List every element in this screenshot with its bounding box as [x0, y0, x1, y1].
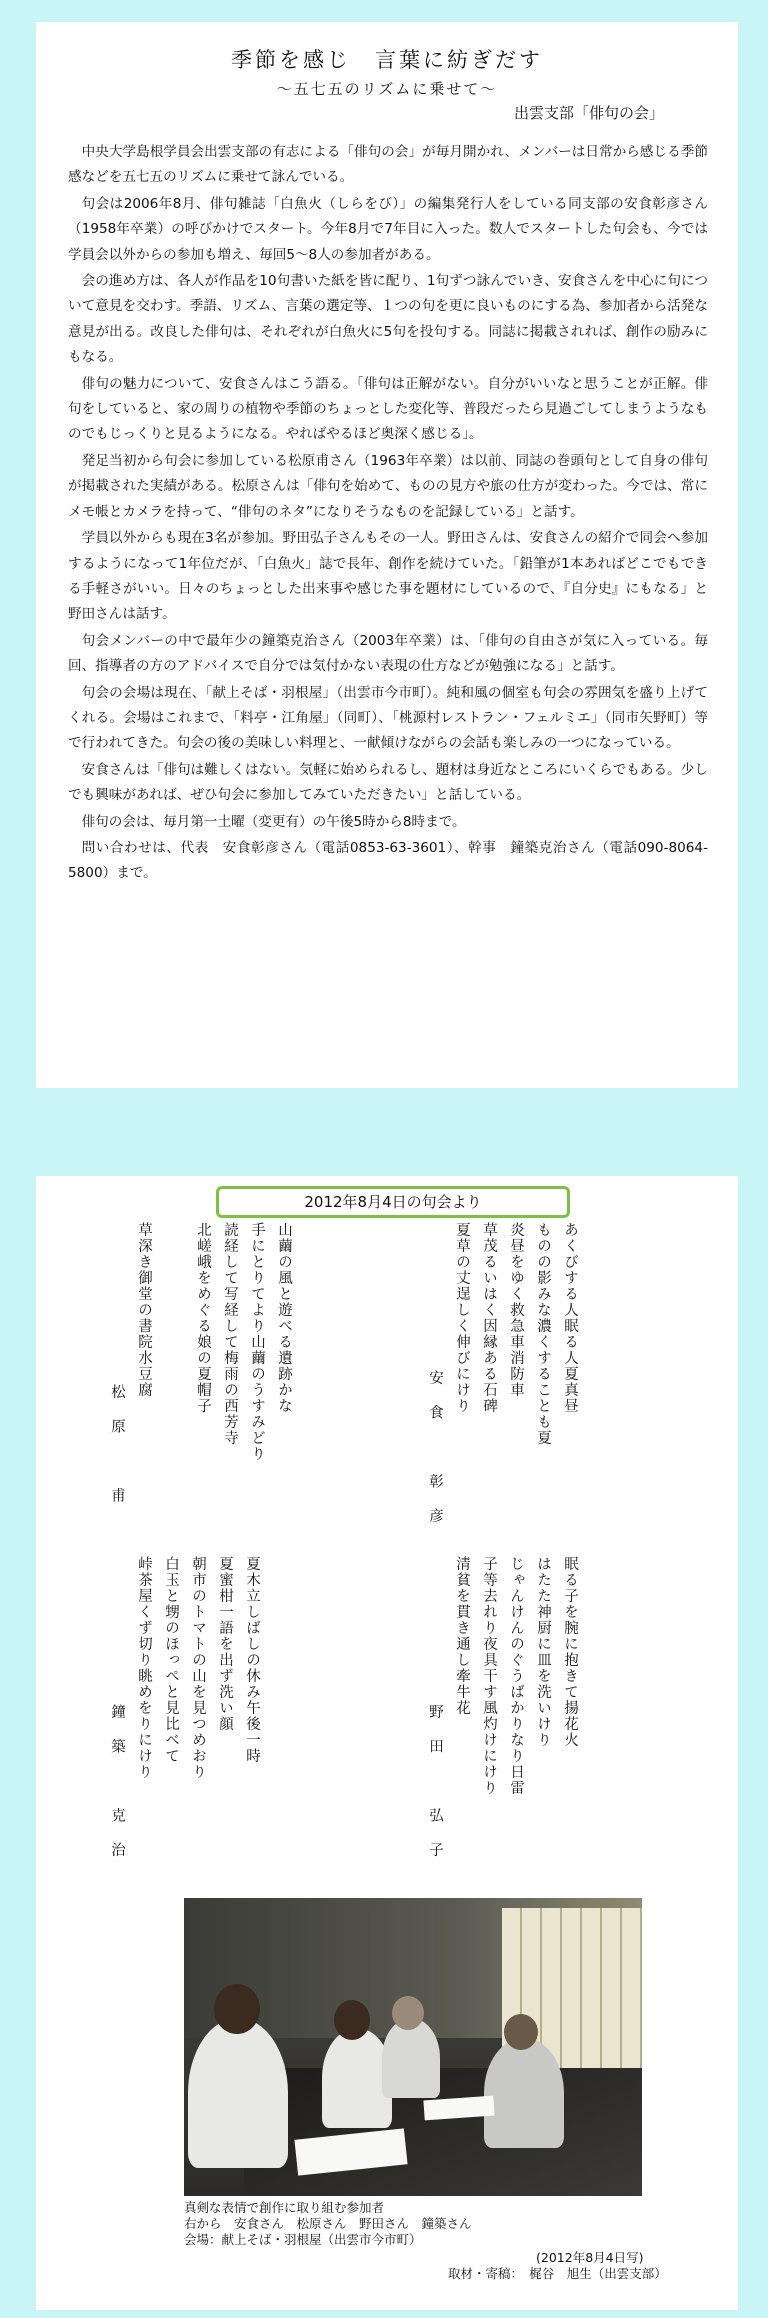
haiku-line: 北嵯峨をめぐる娘の夏帽子 — [195, 1222, 211, 1414]
haiku-author: 野田 弘子 — [427, 1703, 443, 1876]
paragraph: 会の進め方は、各人が作品を10句書いた紙を皆に配り、1句ずつ詠んでいき、安食さんを中心に句について意見を交わす。季語、リズム、言葉の選定等、１つの句を更に良いものにする為、参加者から活発な意見が出る。改良した俳句は、それぞれが白魚火に5句を投句する。同誌に掲載されれば、創作の励みにもなる。 — [68, 273, 708, 366]
haiku-group-agiki — [422, 1222, 582, 1542]
haiku-line: 眠る子を腕に抱きて揚花火 — [562, 1556, 578, 1748]
haiku-line: はたた神厨に皿を洗いけり — [535, 1556, 551, 1748]
haiku-line: 峠茶屋くず切り眺めをりにけり — [136, 1556, 152, 1780]
haiku-line: 子等去れり夜具干す風灼けにけり — [481, 1556, 497, 1796]
haiku-line: 夏蜜柑一語を出ず洗い顔 — [217, 1556, 233, 1732]
haiku-line: 山繭の風と遊べる遺跡かな — [276, 1222, 292, 1414]
article-body — [68, 140, 708, 888]
haiku-line: 清貧を貫き通し牽牛花 — [454, 1556, 470, 1716]
haiku-line: 炎昼をゆく救急車消防車 — [508, 1222, 524, 1398]
haiku-group-kanetsuki — [104, 1556, 264, 1876]
paragraph: 中央大学島根学員会出雲支部の有志による「俳句の会」が毎月開かれ、メンバーは日常から感じる季節感などを五七五のリズムに乗せて詠んでいる。 — [68, 144, 708, 186]
haiku-group-matsubara — [104, 1222, 296, 1522]
haiku-line: あくびする人眠る人夏真昼 — [562, 1222, 578, 1414]
photo-date: (2012年8月4日写) — [536, 2250, 644, 2265]
paragraph: 句会メンバーの中で最年少の鐘築克治さん（2003年卒業）は、「俳句の自由さが気に入っている。毎回、指導者の方のアドバイスで自分では気付かない表現の仕方などが勉強になる」と話す。 — [68, 632, 708, 675]
photo-caption — [184, 2200, 684, 2248]
haiku-line: 朝市のトマトの山を見つめおり — [190, 1556, 206, 1780]
paragraph: 俳句の魅力について、安食さんはこう語る。「俳句は正解がない。自分がいいなと思うことが正解。俳句をしていると、家の周りの植物や季節のちょっとした変化等、普段だったら見過ごしてしまうようなものでもじっくりと見るようになる。やればやるほど奥深く感じる」。 — [68, 375, 708, 443]
paragraph: 安食さんは「俳句は難しくはない。気軽に始められるし、題材は身近なところにいくらでもある。少しでも興味があれば、ぜひ句会に参加してみていただきたい」と話している。 — [68, 761, 708, 804]
haiku-line: 読経して写経して梅雨の西芳寺 — [222, 1222, 238, 1446]
paragraph: 学員以外からも現在3名が参加。野田弘子さんもその一人。野田さんは、安食さんの紹介で同会へ参加するようになって1年位だが、「白魚火」誌で長年、創作を続けていた。「鉛筆が1本あればどこでもできる手軽さがいい。日々のちょっとした出来事や感じた事を題材にしているので、『自分史』にもなる」と野田さんは話す。 — [68, 530, 708, 623]
haiku-line: 夏木立しばしの休み午後一時 — [244, 1556, 260, 1764]
meeting-photo — [184, 1898, 642, 2196]
haiku-line: ものの影みな濃くすることも夏 — [535, 1222, 551, 1446]
haiku-panel — [36, 1176, 738, 2310]
haiku-line: 夏草の丈逞しく伸びにけり — [454, 1222, 470, 1414]
event-header: 2012年8月4日の句会より — [216, 1186, 570, 1218]
haiku-author: 安食 彰彦 — [427, 1369, 443, 1542]
paragraph: 発足当初から句会に参加している松原甫さん（1963年卒業）は以前、同誌の巻頭句として自身の俳句が掲載された実績がある。松原さんは「俳句を始めて、ものの見方や旅の仕方が変わった。今では、常にメモ帳とカメラを持って、“俳句のネタ”になりそうなものを記録している」と話す。 — [68, 452, 708, 520]
haiku-line: 白玉と甥のほっぺと見比べて — [163, 1556, 179, 1764]
article-subtitle: ～五七五のリズムに乗せて～ — [276, 80, 498, 98]
paragraph: 問い合わせは、代表 安食彰彦さん（電話0853-63-3601）、幹事 鐘築克治さん（電話090-8064-5800）まで。 — [68, 839, 708, 882]
caption-line: 真剣な表情で創作に取り組む参加者 — [184, 2200, 385, 2215]
haiku-author: 鐘築 克治 — [109, 1703, 125, 1876]
haiku-line: 草深き御堂の書院水豆腐 — [136, 1222, 152, 1398]
caption-line: 会場：献上そば・羽根屋（出雲市今市町） — [184, 2232, 422, 2247]
caption-line: 右から 安食さん 松原さん 野田さん 鐘築さん — [184, 2216, 472, 2231]
haiku-author: 松原 甫 — [109, 1384, 125, 1522]
photo-credit: 取材・寄稿： 梶谷 旭生（出雲支部） — [448, 2266, 667, 2281]
haiku-group-noda — [422, 1556, 582, 1876]
haiku-line: 草茂るいはく因縁ある石碑 — [481, 1222, 497, 1414]
paragraph: 俳句の会は、毎月第一土曜（変更有）の午後5時から8時まで。 — [81, 813, 466, 830]
haiku-line: じゃんけんのぐうばかりなり日雷 — [508, 1556, 524, 1796]
haiku-line: 手にとりてより山繭のうすみどり — [249, 1222, 265, 1462]
paragraph: 句会は2006年8月、俳句雑誌「白魚火（しらをび）」の編集発行人をしている同支部の安食彰彦さん（1958年卒業）の呼びかけでスタート。今年8月で7年目に入った。数人でスタートした句会も、今では学員会以外からの参加も増え、毎回5～8人の参加者がある。 — [68, 195, 708, 263]
club-name: 出雲支部「俳句の会」 — [513, 104, 664, 122]
paragraph: 句会の会場は現在、「献上そば・羽根屋」（出雲市今市町）。純和風の個室も句会の雰囲気を盛り上げてくれる。会場はこれまで、「料亭・江角屋」（同町）、「桃源村レストラン・フェルミエ」（同市矢野町）等で行われてきた。句会の後の美味しい料理と、一献傾けながらの会話も楽しみの一つになっている。 — [68, 684, 708, 752]
article-panel — [36, 22, 738, 1088]
article-title: 季節を感じ 言葉に紡ぎだす — [231, 48, 543, 72]
